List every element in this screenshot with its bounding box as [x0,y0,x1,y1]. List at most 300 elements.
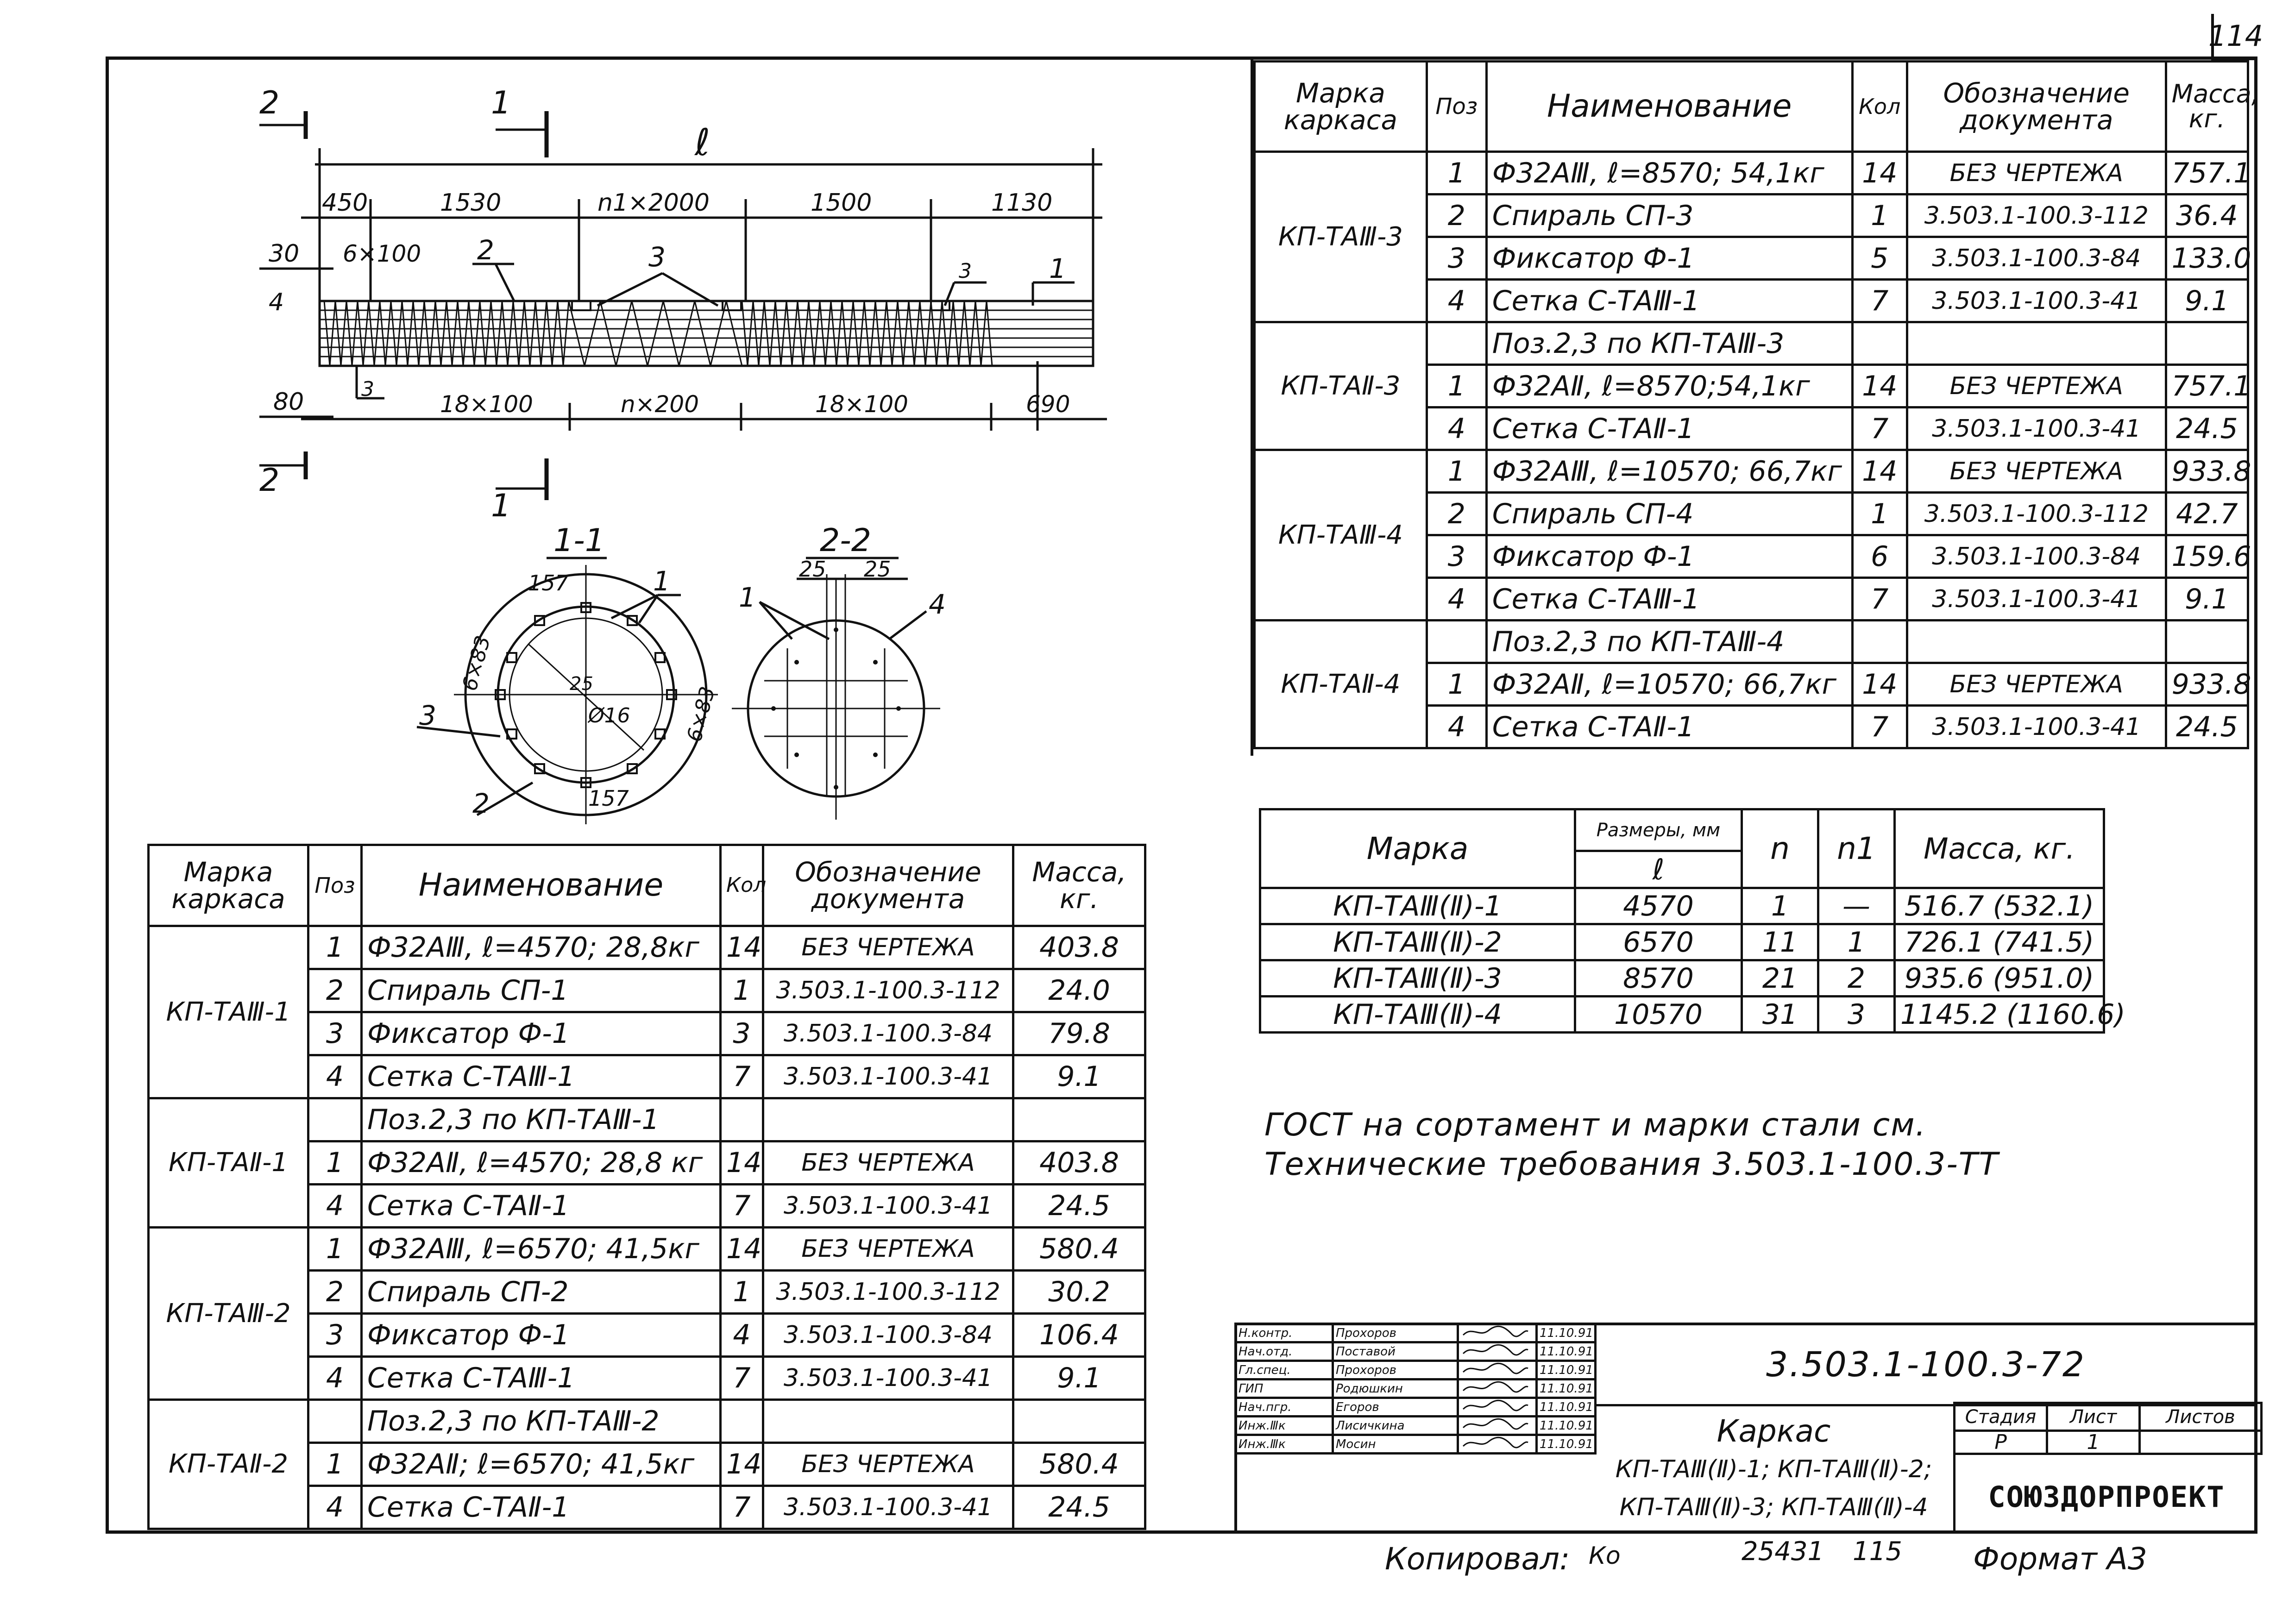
signer-signature [1458,1342,1537,1361]
section-1-label-157-bottom: 157 [588,786,629,811]
row-mass: 24.0 [1013,969,1145,1012]
row-doc: БЕЗ ЧЕРТЕЖА [763,1141,1013,1185]
row-pos [1427,322,1486,365]
size-row-n: 31 [1742,997,1818,1033]
row-qty: 6 [1852,535,1907,578]
signature-scribble [1461,1417,1530,1431]
row-name: Сетка С-ТАⅡ-1 [1486,408,1852,450]
row-mass: 106.4 [1013,1314,1145,1357]
section-2-title: 2-2 [820,522,872,559]
table-row [1255,621,2248,663]
section-mark-2-bottom: 2 [259,462,280,499]
table-row [149,1228,1145,1271]
row-doc: 3.503.1-100.3-84 [763,1012,1013,1055]
left-header-mass: Масса, кг. [1013,845,1145,926]
row-doc: 3.503.1-100.3-84 [763,1314,1013,1357]
table-row [1255,152,2248,194]
signer-name: Мосин [1333,1435,1458,1454]
row-mass: 933.8 [2166,450,2248,493]
row-pos: 2 [1427,493,1486,535]
right-header-mass: Масса, кг. [2166,62,2248,152]
left-dim-1: 4 [269,288,284,316]
pos-label-2: 2 [477,234,494,266]
section-2-label-25-right: 25 [864,557,891,582]
row-doc: БЕЗ ЧЕРТЕЖА [763,1443,1013,1486]
row-mass: 24.5 [2166,706,2248,748]
size-row-mass: 935.6 (951.0) [1895,960,2104,997]
row-pos: 4 [308,1055,362,1098]
order-sheet: 115 [1853,1536,1902,1567]
stage-value: Р [1955,1431,2047,1454]
row-pos: 3 [1427,237,1486,280]
copied-label: Копировал: [1385,1541,1570,1577]
row-doc: БЕЗ ЧЕРТЕЖА [1907,365,2166,408]
signer-date: 11.10.91 [1537,1324,1596,1342]
row-name: Спираль СП-1 [362,969,721,1012]
sheet-number: 114 [2208,19,2263,53]
copied-sign: Ко [1589,1542,1621,1570]
row-name: Сетка С-ТАⅢ-1 [1486,280,1852,322]
size-row-mass: 1145.2 (1160.6) [1895,997,2104,1033]
size-row-n1: 2 [1818,960,1895,997]
table-row [1260,960,2104,997]
left-dim-0: 30 [269,240,300,268]
left-header-name: Наименование [362,845,721,926]
signer-row [1236,1342,1596,1361]
row-pos: 1 [1427,365,1486,408]
row-doc [763,1400,1013,1443]
row-pos: 3 [308,1314,362,1357]
left-header-doc: Обозначение документа [763,845,1013,926]
row-qty: 1 [721,969,763,1012]
left-dim-2: 80 [273,388,304,416]
row-qty: 14 [1852,365,1907,408]
row-doc: 3.503.1-100.3-41 [1907,280,2166,322]
row-doc: 3.503.1-100.3-41 [763,1185,1013,1228]
signature-scribble [1461,1362,1530,1376]
section-2-label-4: 4 [929,589,946,620]
row-name: Поз.2,3 по КП-ТАⅢ-3 [1486,322,1852,365]
signer-signature [1458,1324,1537,1342]
top-dim-0: 450 [322,189,368,217]
size-header-mass: Масса, кг. [1895,809,2104,888]
signer-name: Прохоров [1333,1361,1458,1379]
row-pos: 2 [308,969,362,1012]
row-qty: 14 [721,1141,763,1185]
row-qty [721,1098,763,1141]
row-mass: 9.1 [1013,1055,1145,1098]
signer-signature [1458,1435,1537,1454]
signer-role: Гл.спец. [1236,1361,1333,1379]
row-name: Ф32АⅡ, ℓ=8570;54,1кг [1486,365,1852,408]
row-qty: 7 [1852,706,1907,748]
row-doc: БЕЗ ЧЕРТЕЖА [763,1228,1013,1271]
row-doc: 3.503.1-100.3-112 [1907,194,2166,237]
table-row [1255,322,2248,365]
row-mass: 9.1 [1013,1357,1145,1400]
row-qty: 4 [721,1314,763,1357]
signer-signature [1458,1398,1537,1417]
table-row [1260,888,2104,924]
row-mark: КП-ТАⅡ-3 [1255,322,1427,450]
row-name: Спираль СП-2 [362,1271,721,1314]
right-spec-table [1253,60,2259,749]
size-row-n1: — [1818,888,1895,924]
size-row-mark: КП-ТАⅢ(Ⅱ)-2 [1260,924,1575,960]
row-mass: 36.4 [2166,194,2248,237]
section-1-label-6x83-right: 6×83 [682,684,720,745]
signer-row [1236,1361,1596,1379]
length-symbol: ℓ [695,121,710,164]
row-doc: 3.503.1-100.3-41 [763,1055,1013,1098]
bottom-dim-2: 18×100 [815,391,908,418]
row-mass: 9.1 [2166,280,2248,322]
row-doc: 3.503.1-100.3-41 [763,1357,1013,1400]
sheet-value: 1 [2047,1431,2140,1454]
row-pos: 4 [308,1185,362,1228]
row-pos: 4 [1427,706,1486,748]
size-header-n1: n1 [1818,809,1895,888]
row-mass: 757.1 [2166,365,2248,408]
row-qty [1852,322,1907,365]
cage-drawing [0,0,1251,857]
row-name: Сетка С-ТАⅡ-1 [362,1185,721,1228]
section-mark-1-bottom: 1 [491,488,511,524]
signer-row [1236,1379,1596,1398]
row-name: Фиксатор Ф-1 [362,1314,721,1357]
row-mass: 9.1 [2166,578,2248,621]
signer-role: Н.контр. [1236,1324,1333,1342]
row-qty: 14 [1852,450,1907,493]
section-1-title: 1-1 [553,522,605,559]
row-mass: 159.6 [2166,535,2248,578]
size-row-l: 10570 [1575,997,1742,1033]
right-header-pos: Поз [1427,62,1486,152]
row-pos: 3 [308,1012,362,1055]
row-qty: 14 [1852,152,1907,194]
row-pos: 4 [1427,408,1486,450]
top-dim-3: 1500 [811,189,872,217]
row-qty: 7 [721,1486,763,1529]
row-mass [1013,1098,1145,1141]
sheet-label: Лист [2047,1403,2140,1431]
section-1-label-6x83-left: 6×83 [458,633,496,694]
footer [1385,1536,2246,1578]
size-row-l: 8570 [1575,960,1742,997]
row-qty: 14 [721,926,763,969]
sheet-number-box [2208,14,2263,60]
row-name: Спираль СП-4 [1486,493,1852,535]
row-qty: 7 [1852,408,1907,450]
size-table [1259,808,2125,1034]
row-mass: 30.2 [1013,1271,1145,1314]
row-pos: 2 [308,1271,362,1314]
row-name: Фиксатор Ф-1 [1486,237,1852,280]
signer-row [1236,1398,1596,1417]
top-dim-2: n1×2000 [597,189,710,217]
signer-signature [1458,1379,1537,1398]
row-mass: 757.1 [2166,152,2248,194]
row-doc: 3.503.1-100.3-41 [1907,706,2166,748]
size-header-n: n [1742,809,1818,888]
pos-label-3-right: 3 [959,259,972,283]
row-pos: 1 [308,1443,362,1486]
row-pos [1427,621,1486,663]
row-mass [1013,1400,1145,1443]
row-doc: БЕЗ ЧЕРТЕЖА [1907,450,2166,493]
row-name: Ф32АⅡ, ℓ=4570; 28,8 кг [362,1141,721,1185]
size-row-n: 21 [1742,960,1818,997]
row-pos: 4 [1427,578,1486,621]
right-header-doc: Обозначение документа [1907,62,2166,152]
signer-date: 11.10.91 [1537,1361,1596,1379]
signer-role: Нач.отд. [1236,1342,1333,1361]
section-1-label-1: 1 [653,565,670,597]
row-name: Сетка С-ТАⅢ-1 [362,1357,721,1400]
row-qty: 7 [1852,578,1907,621]
left-header-pos: Поз [308,845,362,926]
format-label: Формат А3 [1973,1541,2147,1577]
row-mark: КП-ТАⅢ-4 [1255,450,1427,621]
signature-scribble [1461,1436,1530,1450]
row-name: Поз.2,3 по КП-ТАⅢ-1 [362,1098,721,1141]
section-mark-2-top: 2 [259,85,280,121]
size-header-l: ℓ [1575,851,1742,888]
section-1-label-157-top: 157 [528,571,569,596]
size-header-mark: Марка [1260,809,1575,888]
top-dim-4: 1130 [991,189,1053,217]
row-name: Ф32АⅢ, ℓ=8570; 54,1кг [1486,152,1852,194]
row-mass [2166,621,2248,663]
row-pos: 4 [1427,280,1486,322]
row-pos: 3 [1427,535,1486,578]
stage-table [1953,1402,2263,1455]
signer-role: Нач.пгр. [1236,1398,1333,1417]
row-name: Сетка С-ТАⅡ-1 [1486,706,1852,748]
signer-signature [1458,1361,1537,1379]
row-doc: 3.503.1-100.3-112 [763,1271,1013,1314]
signer-name: Егоров [1333,1398,1458,1417]
row-name: Сетка С-ТАⅢ-1 [362,1055,721,1098]
row-qty: 1 [1852,493,1907,535]
signer-name: Поставой [1333,1342,1458,1361]
top-dim-1: 1530 [440,189,502,217]
signer-row [1236,1324,1596,1342]
signature-scribble [1461,1325,1530,1339]
left-header-mark: Марка каркаса [149,845,308,926]
row-mass: 79.8 [1013,1012,1145,1055]
row-pos [308,1098,362,1141]
row-name: Фиксатор Ф-1 [1486,535,1852,578]
row-name: Ф32АⅢ, ℓ=4570; 28,8кг [362,926,721,969]
signature-scribble [1461,1399,1530,1413]
row-doc: 3.503.1-100.3-41 [763,1486,1013,1529]
row-qty: 14 [721,1228,763,1271]
table-row [1260,997,2104,1033]
bottom-dim-0: 18×100 [440,391,533,418]
row-pos: 1 [1427,152,1486,194]
section-mark-1-top: 1 [491,85,511,121]
row-pos: 1 [308,926,362,969]
row-mass: 24.5 [2166,408,2248,450]
row-doc: 3.503.1-100.3-112 [1907,493,2166,535]
row-mark: КП-ТАⅢ-3 [1255,152,1427,322]
signer-name: Лисичкина [1333,1417,1458,1435]
note-tech-req: Технические требования 3.503.1-100.3-ТТ [1264,1146,1999,1183]
row-mass: 24.5 [1013,1185,1145,1228]
note-gost: ГОСТ на сортамент и марки стали см. [1264,1107,1927,1143]
section-1-label-3: 3 [419,700,436,731]
row-mass [2166,322,2248,365]
row-name: Ф32АⅡ, ℓ=10570; 66,7кг [1486,663,1852,706]
signer-row [1236,1417,1596,1435]
pos-label-3-center: 3 [648,241,666,273]
size-row-n: 11 [1742,924,1818,960]
row-qty: 5 [1852,237,1907,280]
row-qty: 3 [721,1012,763,1055]
row-name: Ф32АⅢ, ℓ=6570; 41,5кг [362,1228,721,1271]
sheets-value [2140,1431,2262,1454]
table-row [149,1098,1145,1141]
size-header-sizes: Размеры, мм [1575,809,1742,851]
signer-date: 11.10.91 [1537,1417,1596,1435]
table-row [149,926,1145,969]
row-name: Поз.2,3 по КП-ТАⅢ-2 [362,1400,721,1443]
pitch-label: 6×100 [343,240,421,267]
row-doc [763,1098,1013,1141]
row-pos: 1 [1427,663,1486,706]
row-qty [1852,621,1907,663]
org-name: СОЮЗДОРПРОЕКТ [1988,1480,2225,1514]
row-pos: 4 [308,1486,362,1529]
signer-signature [1458,1417,1537,1435]
row-pos: 2 [1427,194,1486,237]
row-pos: 1 [308,1141,362,1185]
pos-label-1: 1 [1049,253,1066,284]
doc-code: 3.503.1-100.3-72 [1766,1345,2086,1385]
section-2-label-1: 1 [739,582,756,613]
row-qty: 1 [1852,194,1907,237]
left-spec-table [147,844,1146,1530]
row-name: Фиксатор Ф-1 [362,1012,721,1055]
signer-date: 11.10.91 [1537,1342,1596,1361]
signature-scribble [1461,1380,1530,1394]
size-row-mark: КП-ТАⅢ(Ⅱ)-4 [1260,997,1575,1033]
size-row-n1: 1 [1818,924,1895,960]
section-1-label-d16: Ø16 [588,704,630,727]
row-doc: БЕЗ ЧЕРТЕЖА [1907,152,2166,194]
table-row [149,1400,1145,1443]
row-mass: 133.0 [2166,237,2248,280]
right-header-name: Наименование [1486,62,1852,152]
signature-scribble [1461,1343,1530,1357]
row-mass: 403.8 [1013,1141,1145,1185]
row-name: Сетка С-ТАⅢ-1 [1486,578,1852,621]
signer-name: Прохоров [1333,1324,1458,1342]
row-name: Сетка С-ТАⅡ-1 [362,1486,721,1529]
row-qty: 7 [721,1357,763,1400]
row-mark: КП-ТАⅢ-2 [149,1228,308,1400]
row-doc [1907,322,2166,365]
row-name: Ф32АⅢ, ℓ=10570; 66,7кг [1486,450,1852,493]
row-mass: 403.8 [1013,926,1145,969]
row-doc: 3.503.1-100.3-41 [1907,408,2166,450]
row-pos: 1 [308,1228,362,1271]
row-mark: КП-ТАⅢ-1 [149,926,308,1098]
row-qty: 14 [721,1443,763,1486]
right-header-qty: Кол [1852,62,1907,152]
row-mass: 24.5 [1013,1486,1145,1529]
bottom-dim-1: n×200 [621,391,699,418]
signer-date: 11.10.91 [1537,1435,1596,1454]
title-line-1: Каркас [1716,1413,1831,1449]
row-name: Ф32АⅡ; ℓ=6570; 41,5кг [362,1443,721,1486]
row-pos [308,1400,362,1443]
pos-label-3-left: 3 [361,377,374,401]
row-mark: КП-ТАⅡ-2 [149,1400,308,1529]
size-row-n: 1 [1742,888,1818,924]
section-1-label-2: 2 [472,788,490,819]
signer-role: Инж.Ⅲк [1236,1417,1333,1435]
title-block [1234,1323,2257,1534]
row-qty: 7 [721,1185,763,1228]
row-doc: БЕЗ ЧЕРТЕЖА [763,926,1013,969]
size-row-l: 6570 [1575,924,1742,960]
row-doc: 3.503.1-100.3-84 [1907,535,2166,578]
row-qty: 7 [721,1055,763,1098]
row-name: Спираль СП-3 [1486,194,1852,237]
table-row [1260,924,2104,960]
signers-table [1234,1323,1597,1455]
size-row-l: 4570 [1575,888,1742,924]
left-header-qty: Кол [721,845,763,926]
row-mark: КП-ТАⅡ-1 [149,1098,308,1228]
row-mark: КП-ТАⅡ-4 [1255,621,1427,748]
section-1-label-25: 25 [570,673,593,695]
size-row-mark: КП-ТАⅢ(Ⅱ)-3 [1260,960,1575,997]
signer-row [1236,1435,1596,1454]
org-cell [1955,1460,2257,1534]
row-qty [721,1400,763,1443]
title-line-3: КП-ТАⅢ(Ⅱ)-3; КП-ТАⅢ(Ⅱ)-4 [1619,1493,1928,1521]
bottom-dim-3: 690 [1026,391,1070,418]
row-doc: БЕЗ ЧЕРТЕЖА [1907,663,2166,706]
row-qty: 1 [721,1271,763,1314]
signer-date: 11.10.91 [1537,1398,1596,1417]
title-doc-code-cell [1594,1325,2257,1406]
sheets-label: Листов [2140,1403,2262,1431]
row-doc: 3.503.1-100.3-41 [1907,578,2166,621]
row-qty: 7 [1852,280,1907,322]
row-name: Поз.2,3 по КП-ТАⅢ-4 [1486,621,1852,663]
row-mass: 933.8 [2166,663,2248,706]
row-qty: 14 [1852,663,1907,706]
section-2-label-25-left: 25 [799,557,826,582]
row-doc [1907,621,2166,663]
size-row-mass: 516.7 (532.1) [1895,888,2104,924]
signer-name: Родюшкин [1333,1379,1458,1398]
right-header-mark: Марка каркаса [1255,62,1427,152]
title-name-cell [1594,1404,1955,1534]
signer-role: Инж.Ⅲк [1236,1435,1333,1454]
row-mass: 42.7 [2166,493,2248,535]
size-row-mass: 726.1 (741.5) [1895,924,2104,960]
row-mass: 580.4 [1013,1228,1145,1271]
row-mass: 580.4 [1013,1443,1145,1486]
row-pos: 1 [1427,450,1486,493]
table-row [1255,450,2248,493]
row-pos: 4 [308,1357,362,1400]
